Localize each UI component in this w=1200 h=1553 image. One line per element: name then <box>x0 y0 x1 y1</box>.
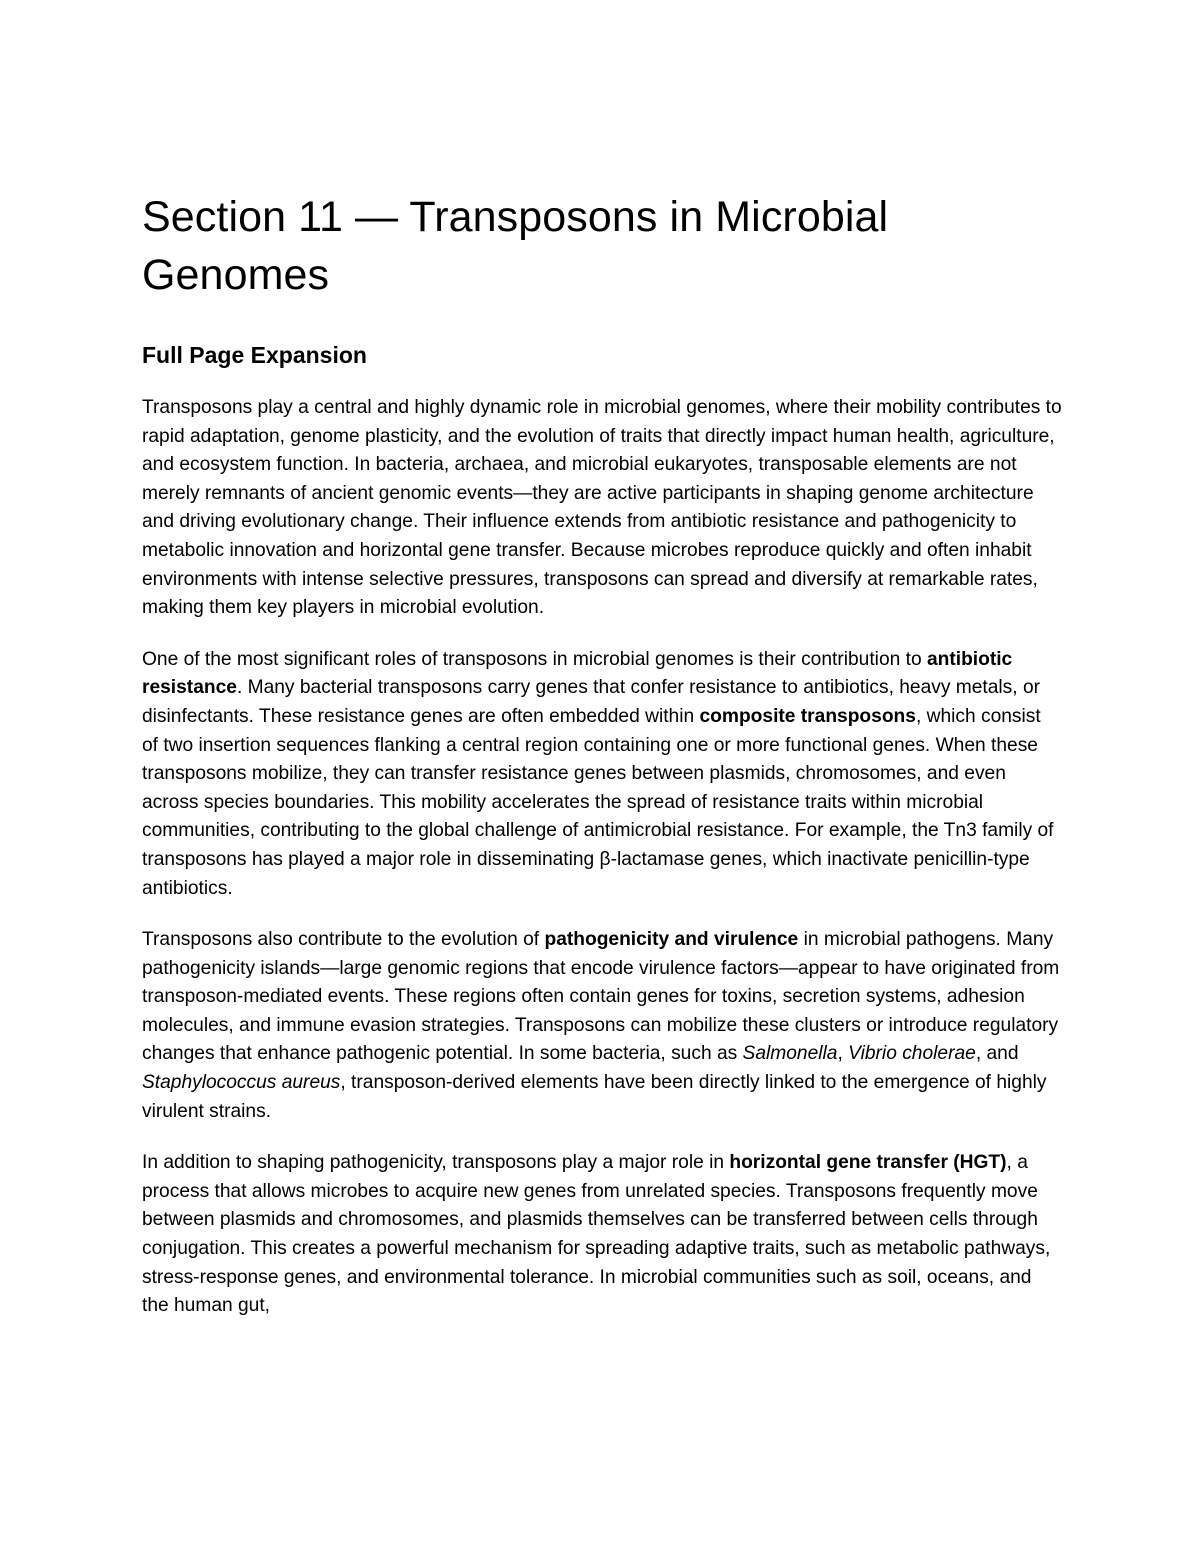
paragraph-pathogenicity <box>142 926 1062 1126</box>
text-run: , which consist of two insertion sequences flanking a central region containing one or more functional genes. When these transposons mobilize, they can transfer resistance genes between plasmids, chromosomes, and even across species boundaries. This mobility accelerates the spread of resistance traits within microbial communities, contributing to the global challenge of antimicrobial resistance. For example, the Tn3 family of transposons has played a major role in disseminating β-lactamase genes, which inactivate penicillin-type antibiotics. <box>142 705 1054 899</box>
bold-term: pathogenicity and virulence <box>544 929 799 951</box>
text-run: , <box>837 1043 849 1065</box>
species-name: Salmonella <box>742 1043 838 1065</box>
text-run: Transposons also contribute to the evolution of <box>142 929 545 951</box>
bold-term: composite transposons <box>699 705 916 727</box>
text-run: , transposon-derived elements have been directly linked to the emergence of highly virulent strains. <box>142 1072 1047 1122</box>
paragraph-intro <box>142 394 1062 623</box>
document-page <box>142 188 1062 1321</box>
text-run: , and <box>975 1043 1019 1065</box>
text-run: . Many bacterial transposons carry genes that confer resistance to antibiotics, heavy metals, or disinfectants. These resistance genes are often embedded within <box>142 677 1041 727</box>
text-run: One of the most significant roles of transposons in microbial genomes is their contribution to <box>142 648 927 670</box>
bold-term: antibiotic resistance <box>142 648 1013 699</box>
species-name: Vibrio cholerae <box>848 1043 976 1065</box>
text-run: in microbial pathogens. Many pathogenicity islands—large genomic regions that encode virulence factors—appear to have originated from transposon-mediated events. These regions often contain genes for toxins, secretion systems, adhesion molecules, and immune evasion strategies. Transposons can mobilize these clusters or introduce regulatory changes that enhance pathogenic potential. In some bacteria, such as <box>142 929 1060 1065</box>
text-run: , a process that allows microbes to acquire new genes from unrelated species. Transposons frequently move between plasmids and chromosomes, and plasmids themselves can be transferred between cells through conjugation. This creates a powerful mechanism for spreading adaptive traits, such as metabolic pathways, stress-response genes, and environmental tolerance. In microbial communities such as soil, oceans, and the human gut, <box>142 1152 1051 1317</box>
section-subtitle: Full Page Expansion <box>142 342 367 368</box>
paragraph-antibiotic-resistance <box>142 646 1062 903</box>
page-title: Section 11 — Transposons in Microbial Genomes <box>142 193 889 299</box>
paragraph-horizontal-gene-transfer <box>142 1149 1062 1321</box>
text-run: Transposons play a central and highly dynamic role in microbial genomes, where their mobility contributes to rapid adaptation, genome plasticity, and the evolution of traits that directly impact human health, agriculture, and ecosystem function. In bacteria, archaea, and microbial eukaryotes, transposable elements are not merely remnants of ancient genomic events—they are active participants in shaping genome architecture and driving evolutionary change. Their influence extends from antibiotic resistance and pathogenicity to metabolic innovation and horizontal gene transfer. Because microbes reproduce quickly and often inhabit environments with intense selective pressures, transposons can spread and diversify at remarkable rates, making them key players in microbial evolution. <box>142 397 1062 619</box>
species-name: Staphylococcus aureus <box>142 1072 341 1094</box>
text-run: In addition to shaping pathogenicity, transposons play a major role in <box>142 1152 730 1174</box>
bold-term: horizontal gene transfer (HGT) <box>729 1152 1007 1174</box>
